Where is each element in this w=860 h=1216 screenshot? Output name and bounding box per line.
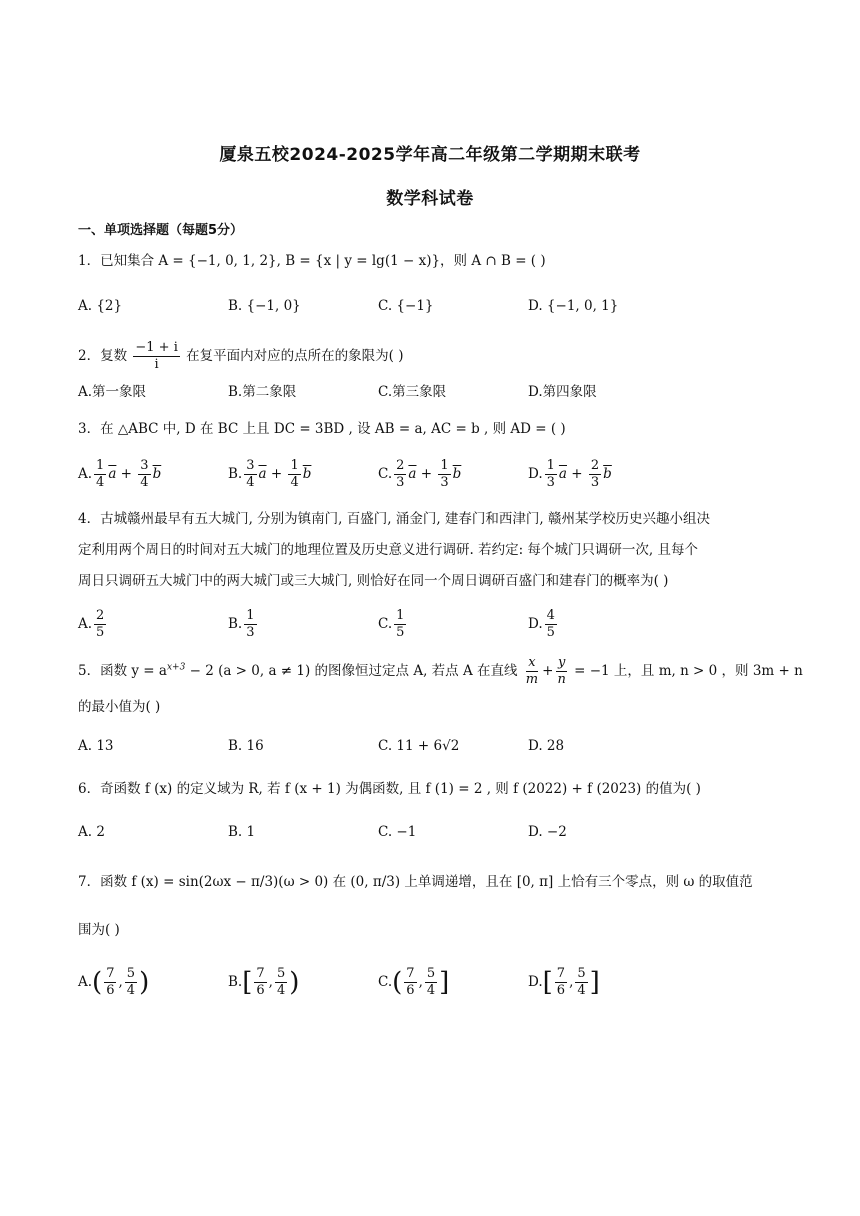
question-3-option-b [228,458,311,491]
upper-bound-denominator: 4 [126,983,136,998]
plus-sign: + [416,466,437,482]
fraction [394,608,406,641]
fraction-denominator: 5 [546,625,555,640]
lower-bound-denominator: 6 [106,983,115,998]
lower-bound [555,966,567,999]
left-bracket: ( [92,967,103,998]
coef-2-denominator: 3 [440,475,449,490]
question-5-part-2: − 2 (a > 0, a ≠ 1) 的图像恒过定点 A, 若点 A 在直线 [185,663,518,679]
vector-b: $\overline{b}$ [152,466,162,482]
coef-1-denominator: 3 [396,475,405,490]
question-7-option-b [228,966,299,999]
plus-sign: + [266,466,287,482]
coef-2-numerator: 1 [440,458,449,473]
option-label: A. [78,974,93,990]
question-5-part-3: = −1 上，且 m, n > 0 ，则 3m + n [569,663,803,679]
option-label: D. [528,616,543,632]
coef-1 [545,458,557,491]
question-4-line-2: 定利用两个周日的时间对五大城门的地理位置及历史意义进行调研. 若约定: 每个城门只调研一次, 且每个 [78,542,699,558]
option-label: B. [228,466,243,482]
plus-sign: + [566,466,587,482]
right-bracket: ] [439,967,450,998]
question-4-line-3: 周日只调研五大城门中的两大城门或三大城门, 则恰好在同一个周日调研百盛门和建春门的概率为( ) [78,573,669,589]
question-1-option-c: C. {−1} [378,298,434,314]
question-7-option-d [528,966,600,999]
upper-bound-denominator: 4 [276,983,286,998]
coef-2 [438,458,450,491]
question-2-prefix: 2．复数 [78,348,128,364]
question-6-stem: 6．奇函数 f (x) 的定义域为 R, 若 f (x + 1) 为偶函数, 且 f (1) = 2 , 则 f (2022) + f (2023) 的值为( ) [78,781,701,797]
lower-bound-numerator: 7 [256,966,265,981]
coef-1-numerator: 3 [246,458,255,473]
question-7-option-c [378,966,449,999]
question-2-stem [78,340,783,373]
upper-bound [575,966,587,999]
question-2-suffix: 在复平面内对应的点所在的象限为( ) [186,348,404,364]
lower-bound-numerator: 7 [406,966,415,981]
question-1-option-b: B. {−1, 0} [228,298,301,314]
question-5-option-a: A. 13 [78,738,114,754]
question-2-fraction [133,340,179,373]
question-5-fraction-x-m: $\frac{x}{m}$ [525,655,539,687]
question-3-option-c [378,458,461,491]
vector-b: $\overline{b}$ [452,466,462,482]
fraction-denominator: 5 [96,625,105,640]
option-label: C. [378,974,393,990]
question-6-option-c: C. −1 [378,824,417,840]
upper-bound [275,966,287,999]
left-bracket: ( [392,967,403,998]
coef-1 [94,458,106,491]
question-7-option-a [78,966,149,999]
lower-bound-denominator: 6 [556,983,566,998]
question-2-option-d: D.第四象限 [528,384,597,400]
question-5-option-b: B. 16 [228,738,264,754]
coef-2-numerator: 2 [590,458,600,473]
vector-a: $\overline{a}$ [558,466,567,482]
lower-bound-denominator: 6 [406,983,415,998]
vector-a: $\overline{a}$ [408,466,417,482]
question-1-option-d: D. {−1, 0, 1} [528,298,619,314]
right-bracket: ] [589,967,600,998]
vector-b: $\overline{b}$ [603,466,612,482]
comma: , [268,974,273,990]
section-heading: 一、单项选择题（每题5分） [78,223,244,238]
vector-a: $\overline{a}$ [108,466,117,482]
upper-bound-numerator: 5 [577,966,586,981]
question-4-option-a [78,608,108,641]
coef-2 [288,458,300,491]
plus-sign: + [116,466,137,482]
question-4-option-c [378,608,408,641]
question-7-stem-line-1: 7．函数 f (x) = sin(2ωx − π/3)(ω > 0) 在 (0, π/3) 上单调递增，且在 [0, π] 上恰有三个零点，则 ω 的取值范 [78,874,753,890]
question-5-option-d: D. 28 [528,738,565,754]
fraction [94,608,106,641]
question-6-option-b: B. 1 [228,824,256,840]
question-1-stem: 1．已知集合 A = {−1, 0, 1, 2}, B = {x | y = lg(1 − x)}，则 A ∩ B = ( ) [78,253,546,269]
coef-2-denominator: 4 [140,475,149,490]
lower-bound-numerator: 7 [556,966,566,981]
option-label: D. [528,974,543,990]
right-bracket: ) [289,967,300,998]
question-2-option-b: B.第二象限 [228,384,297,400]
exam-title: 厦泉五校2024-2025学年高二年级第二学期期末联考 [219,145,641,165]
lower-bound-denominator: 6 [256,983,265,998]
coef-1 [244,458,256,491]
question-2-numerator: −1 + i [135,340,178,355]
coef-2-denominator: 3 [590,475,600,490]
upper-bound [425,966,437,999]
coef-1-numerator: 2 [396,458,405,473]
option-label: A. [78,616,93,632]
fraction-numerator: 1 [246,608,255,623]
question-6-option-a: A. 2 [78,824,105,840]
question-4-line-1: 4．古城赣州最早有五大城门, 分别为镇南门, 百盛门, 涌金门, 建春门和西津门, 赣州某学校历史兴趣小组决 [78,511,711,527]
coef-1-denominator: 4 [96,475,105,490]
comma: , [569,974,574,990]
upper-bound-denominator: 4 [426,983,436,998]
question-4-option-d [528,608,559,641]
option-label: B. [228,974,243,990]
comma: , [118,974,123,990]
exam-subtitle: 数学科试卷 [386,189,474,209]
fraction [244,608,256,641]
lower-bound [254,966,266,999]
upper-bound-denominator: 4 [577,983,586,998]
left-bracket: [ [242,967,253,998]
comma: , [418,974,423,990]
right-bracket: ) [139,967,150,998]
question-1-option-a: A. {2} [78,298,123,314]
fraction-denominator: 3 [246,625,255,640]
question-5-stem-line-2: 的最小值为( ) [78,699,161,715]
coef-1-numerator: 1 [96,458,105,473]
question-3-option-d [528,458,612,491]
lower-bound [104,966,116,999]
coef-2-denominator: 4 [290,475,299,490]
question-5-option-c: C. 11 + 6√2 [378,738,460,754]
fraction-denominator: 5 [396,625,405,640]
option-label: C. [378,466,393,482]
question-2-option-c: C.第三象限 [378,384,447,400]
fraction [545,608,557,641]
question-5-part-1: 5．函数 y = a [78,663,167,679]
coef-1 [394,458,406,491]
question-3-option-a [78,458,161,491]
question-2-option-a: A.第一象限 [78,384,147,400]
lower-bound-numerator: 7 [106,966,115,981]
question-5-fraction-y-n: $\frac{y}{n}$ [557,655,566,687]
vector-b: $\overline{b}$ [302,466,312,482]
upper-bound-numerator: 5 [126,966,136,981]
question-7-stem-line-2: 围为( ) [78,922,120,938]
question-5-exponent: x+3 [166,662,186,673]
upper-bound [125,966,137,999]
coef-2-numerator: 1 [290,458,299,473]
left-bracket: [ [542,967,553,998]
coef-2 [589,458,601,491]
coef-2 [138,458,150,491]
coef-1-denominator: 4 [246,475,255,490]
vector-a: $\overline{a}$ [258,466,267,482]
question-3-stem: 3．在 △ABC 中, D 在 BC 上且 DC = 3BD , 设 AB = a, AC = b , 则 AD = ( ) [78,421,566,437]
question-4-option-b [228,608,259,641]
coef-2-numerator: 3 [140,458,149,473]
upper-bound-numerator: 5 [426,966,436,981]
fraction-numerator: 2 [96,608,105,623]
coef-1-denominator: 3 [546,475,555,490]
upper-bound-numerator: 5 [276,966,286,981]
question-2-denominator: i [154,357,159,372]
option-label: D. [528,466,543,482]
option-label: B. [228,616,243,632]
fraction-numerator: 4 [546,608,555,623]
coef-1-numerator: 1 [546,458,555,473]
option-label: C. [378,616,393,632]
lower-bound [404,966,416,999]
question-6-option-d: D. −2 [528,824,567,840]
fraction-numerator: 1 [396,608,405,623]
option-label: A. [78,466,93,482]
question-5-stem-line-1: 5．函数 $y = a^{x+3} - 2$ (a > 0, a ≠ 1) 的图像恒过定点 A, 若点 A 在直线 $\frac{x}{m}$ + $\frac{y}{n}$ = −1 上，且 m, n > 0 ，则 3m + n [78,655,803,687]
